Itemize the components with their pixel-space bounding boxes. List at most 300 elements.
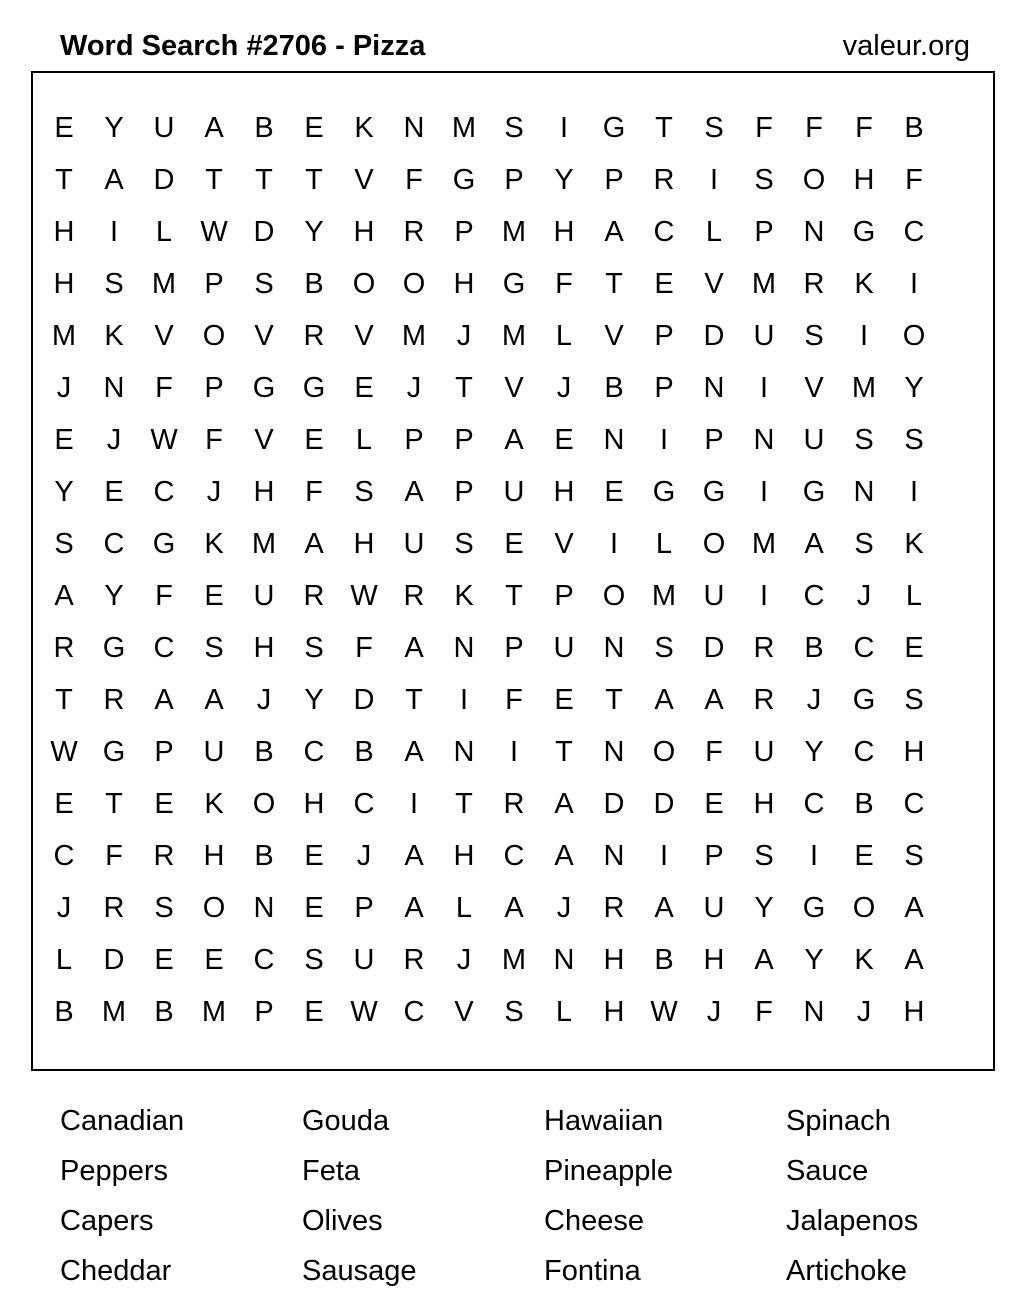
grid-cell: C: [153, 632, 175, 664]
grid-cell: E: [504, 528, 524, 560]
grid-cell: Y: [804, 736, 824, 768]
grid-cell: O: [252, 788, 276, 820]
grid-cell: T: [55, 164, 73, 196]
grid-cell: S: [304, 632, 324, 664]
grid-cell: F: [505, 684, 523, 716]
grid-cell: J: [106, 424, 122, 456]
grid-cell: C: [803, 580, 825, 612]
grid-cell: B: [904, 112, 924, 144]
grid-cell: T: [455, 372, 473, 404]
grid-cell: C: [853, 632, 875, 664]
grid-cell: H: [253, 476, 275, 508]
grid-cell: P: [154, 736, 174, 768]
word-list-item: Spinach: [786, 1105, 891, 1137]
grid-cell: O: [602, 580, 626, 612]
grid-cell: A: [404, 840, 424, 872]
grid-cell: A: [654, 684, 674, 716]
grid-cell: G: [502, 268, 526, 300]
grid-cell: R: [753, 684, 775, 716]
grid-cell: C: [903, 216, 925, 248]
grid-cell: A: [204, 112, 224, 144]
grid-cell: I: [109, 216, 119, 248]
grid-cell: P: [554, 580, 574, 612]
grid-cell: C: [253, 944, 275, 976]
grid-cell: R: [153, 840, 175, 872]
grid-cell: C: [53, 840, 75, 872]
grid-cell: S: [904, 684, 924, 716]
grid-cell: I: [809, 840, 819, 872]
grid-cell: O: [202, 320, 226, 352]
grid-cell: F: [405, 164, 423, 196]
grid-cell: N: [403, 112, 425, 144]
grid-cell: G: [102, 736, 126, 768]
word-list: [60, 1096, 1000, 1296]
grid-cell: I: [409, 788, 419, 820]
grid-cell: V: [254, 320, 274, 352]
grid-cell: O: [852, 892, 876, 924]
grid-cell: N: [253, 892, 275, 924]
grid-cell: F: [755, 996, 773, 1028]
grid-cell: D: [653, 788, 675, 820]
word-list-item: Hawaiian: [544, 1105, 664, 1137]
grid-cell: R: [403, 944, 425, 976]
grid-cell: G: [302, 372, 326, 404]
grid-cell: H: [553, 216, 575, 248]
grid-cell: S: [454, 528, 474, 560]
grid-cell: C: [903, 788, 925, 820]
grid-cell: Y: [304, 216, 324, 248]
grid-cell: D: [703, 632, 725, 664]
grid-cell: H: [453, 268, 475, 300]
grid-cell: A: [404, 892, 424, 924]
grid-cell: I: [659, 424, 669, 456]
grid-cell: S: [54, 528, 74, 560]
grid-cell: S: [854, 528, 874, 560]
grid-cell: M: [501, 216, 527, 248]
grid-cell: G: [702, 476, 726, 508]
grid-cell: R: [403, 580, 425, 612]
grid-cell: H: [703, 944, 725, 976]
grid-cell: L: [455, 892, 473, 924]
grid-cell: I: [659, 840, 669, 872]
grid-cell: N: [103, 372, 125, 404]
grid-cell: T: [105, 788, 123, 820]
grid-cell: R: [53, 632, 75, 664]
grid-cell: E: [204, 580, 224, 612]
grid-cell: L: [655, 528, 673, 560]
grid-cell: U: [153, 112, 175, 144]
grid-cell: C: [153, 476, 175, 508]
grid-cell: S: [754, 840, 774, 872]
grid-cell: N: [453, 736, 475, 768]
grid-cell: A: [304, 528, 324, 560]
grid-cell: A: [104, 164, 124, 196]
grid-cell: E: [304, 424, 324, 456]
grid-cell: S: [304, 944, 324, 976]
word-list-item: Fontina: [544, 1255, 641, 1287]
grid-cell: A: [554, 788, 574, 820]
grid-cell: M: [851, 372, 877, 404]
grid-cell: F: [355, 632, 373, 664]
grid-cell: B: [54, 996, 74, 1028]
grid-cell: E: [154, 788, 174, 820]
grid-cell: R: [403, 216, 425, 248]
grid-cell: J: [806, 684, 822, 716]
word-list-item: Feta: [302, 1155, 361, 1187]
grid-cell: I: [509, 736, 519, 768]
grid-cell: F: [555, 268, 573, 300]
grid-cell: P: [454, 216, 474, 248]
grid-cell: J: [206, 476, 222, 508]
grid-cell: M: [451, 112, 477, 144]
grid-cell: W: [200, 216, 228, 248]
grid-cell: F: [305, 476, 323, 508]
grid-cell: V: [604, 320, 624, 352]
grid-cell: N: [803, 216, 825, 248]
grid-cell: V: [504, 372, 524, 404]
grid-cell: O: [202, 892, 226, 924]
grid-cell: S: [854, 424, 874, 456]
grid-cell: M: [151, 268, 177, 300]
word-list-item: Sausage: [302, 1255, 417, 1287]
grid-cell: T: [305, 164, 323, 196]
grid-cell: G: [602, 112, 626, 144]
grid-cell: V: [804, 372, 824, 404]
grid-cell: P: [704, 840, 724, 872]
grid-cell: E: [654, 268, 674, 300]
grid-cell: W: [50, 736, 78, 768]
grid-cell: S: [904, 840, 924, 872]
grid-cell: N: [603, 632, 625, 664]
grid-cell: E: [54, 788, 74, 820]
grid-cell: D: [353, 684, 375, 716]
grid-cell: P: [604, 164, 624, 196]
grid-cell: Y: [554, 164, 574, 196]
grid-cell: M: [201, 996, 227, 1028]
grid-cell: L: [555, 320, 573, 352]
grid-cell: L: [555, 996, 573, 1028]
grid-cell: V: [154, 320, 174, 352]
grid-cell: V: [704, 268, 724, 300]
grid-cell: N: [453, 632, 475, 664]
grid-cell: H: [303, 788, 325, 820]
grid-cell: I: [459, 684, 469, 716]
grid-cell: A: [404, 476, 424, 508]
grid-cell: T: [205, 164, 223, 196]
grid-cell: R: [103, 684, 125, 716]
grid-cell: S: [254, 268, 274, 300]
grid-cell: E: [54, 112, 74, 144]
word-list-item: Capers: [60, 1205, 154, 1237]
grid-cell: U: [353, 944, 375, 976]
grid-cell: J: [56, 892, 72, 924]
grid-cell: M: [751, 528, 777, 560]
grid-cell: E: [304, 996, 324, 1028]
grid-cell: J: [356, 840, 372, 872]
grid-cell: H: [203, 840, 225, 872]
grid-cell: I: [759, 476, 769, 508]
grid-cell: C: [853, 736, 875, 768]
grid-cell: I: [859, 320, 869, 352]
grid-cell: U: [753, 736, 775, 768]
grid-cell: E: [304, 840, 324, 872]
grid-cell: F: [105, 840, 123, 872]
grid-cell: B: [804, 632, 824, 664]
grid-cell: A: [154, 684, 174, 716]
grid-cell: A: [404, 632, 424, 664]
grid-cell: H: [353, 528, 375, 560]
grid-cell: F: [155, 372, 173, 404]
grid-cell: R: [753, 632, 775, 664]
grid-cell: L: [905, 580, 923, 612]
grid-cell: H: [753, 788, 775, 820]
grid-cell: N: [753, 424, 775, 456]
grid-cell: J: [256, 684, 272, 716]
grid-cell: T: [655, 112, 673, 144]
grid-cell: E: [554, 684, 574, 716]
grid-cell: H: [453, 840, 475, 872]
grid-cell: G: [252, 372, 276, 404]
grid-cell: E: [604, 476, 624, 508]
grid-cell: A: [904, 892, 924, 924]
grid-cell: J: [56, 372, 72, 404]
grid-cell: G: [152, 528, 176, 560]
grid-cell: J: [456, 944, 472, 976]
grid-cell: U: [703, 580, 725, 612]
grid-cell: H: [603, 944, 625, 976]
grid-cell: T: [505, 580, 523, 612]
grid-cell: E: [304, 892, 324, 924]
grid-cell: D: [253, 216, 275, 248]
grid-cell: P: [454, 424, 474, 456]
grid-cell: P: [754, 216, 774, 248]
grid-cell: D: [703, 320, 725, 352]
grid-cell: W: [350, 996, 378, 1028]
grid-cell: U: [403, 528, 425, 560]
grid-cell: N: [853, 476, 875, 508]
grid-cell: A: [504, 892, 524, 924]
grid-cell: F: [705, 736, 723, 768]
grid-cell: G: [852, 216, 876, 248]
word-list-item: Gouda: [302, 1105, 390, 1137]
grid-cell: S: [504, 996, 524, 1028]
grid-cell: H: [853, 164, 875, 196]
grid-cell: E: [54, 424, 74, 456]
grid-cell: M: [101, 996, 127, 1028]
grid-cell: W: [350, 580, 378, 612]
grid-cell: A: [54, 580, 74, 612]
grid-cell: A: [404, 736, 424, 768]
word-list-item: Sauce: [786, 1155, 869, 1187]
grid-cell: P: [254, 996, 274, 1028]
grid-cell: E: [554, 424, 574, 456]
grid-cell: S: [754, 164, 774, 196]
grid-cell: H: [903, 736, 925, 768]
grid-cell: N: [603, 736, 625, 768]
grid-cell: H: [253, 632, 275, 664]
grid-cell: V: [354, 320, 374, 352]
grid-cell: P: [204, 372, 224, 404]
grid-cell: A: [754, 944, 774, 976]
grid-cell: P: [704, 424, 724, 456]
grid-cell: I: [909, 476, 919, 508]
grid-cell: F: [755, 112, 773, 144]
grid-cell: L: [705, 216, 723, 248]
grid-cell: R: [653, 164, 675, 196]
grid-cell: S: [804, 320, 824, 352]
grid-cell: S: [154, 892, 174, 924]
grid-cell: C: [103, 528, 125, 560]
grid-cell: U: [753, 320, 775, 352]
grid-cell: K: [204, 528, 224, 560]
grid-cell: N: [553, 944, 575, 976]
grid-cell: U: [703, 892, 725, 924]
grid-cell: H: [353, 216, 375, 248]
grid-cell: E: [854, 840, 874, 872]
grid-cell: E: [704, 788, 724, 820]
grid-cell: W: [650, 996, 678, 1028]
grid-cell: Y: [904, 372, 924, 404]
grid-cell: O: [652, 736, 676, 768]
grid-cell: G: [452, 164, 476, 196]
grid-cell: P: [504, 164, 524, 196]
grid-cell: J: [856, 996, 872, 1028]
grid-cell: V: [554, 528, 574, 560]
grid-cell: K: [904, 528, 924, 560]
grid-cell: O: [702, 528, 726, 560]
grid-cell: V: [254, 424, 274, 456]
grid-cell: A: [204, 684, 224, 716]
grid-cell: J: [406, 372, 422, 404]
grid-cell: G: [852, 684, 876, 716]
grid-cell: Y: [804, 944, 824, 976]
grid-cell: E: [204, 944, 224, 976]
grid-cell: Y: [754, 892, 774, 924]
grid-cell: M: [501, 944, 527, 976]
word-list-item: Cheese: [544, 1205, 644, 1237]
grid-cell: S: [504, 112, 524, 144]
grid-cell: S: [204, 632, 224, 664]
grid-cell: Y: [304, 684, 324, 716]
grid-cell: M: [651, 580, 677, 612]
grid-cell: R: [803, 268, 825, 300]
grid-cell: T: [255, 164, 273, 196]
grid-cell: E: [104, 476, 124, 508]
grid-cell: A: [504, 424, 524, 456]
grid-cell: C: [403, 996, 425, 1028]
letter-grid: [39, 102, 985, 1038]
grid-cell: C: [353, 788, 375, 820]
grid-cell: D: [103, 944, 125, 976]
page-title: Word Search #2706 - Pizza: [60, 30, 426, 62]
grid-cell: A: [904, 944, 924, 976]
grid-cell: F: [805, 112, 823, 144]
grid-cell: N: [603, 840, 625, 872]
grid-cell: H: [53, 216, 75, 248]
grid-cell: R: [503, 788, 525, 820]
grid-cell: E: [304, 112, 324, 144]
grid-cell: Y: [104, 112, 124, 144]
grid-cell: R: [603, 892, 625, 924]
grid-cell: R: [303, 580, 325, 612]
grid-cell: G: [802, 476, 826, 508]
grid-cell: D: [603, 788, 625, 820]
grid-cell: J: [556, 372, 572, 404]
grid-cell: B: [254, 840, 274, 872]
grid-cell: P: [454, 476, 474, 508]
grid-cell: A: [704, 684, 724, 716]
grid-cell: M: [251, 528, 277, 560]
site-name: valeur.org: [842, 30, 970, 62]
word-list-item: Canadian: [60, 1105, 185, 1137]
grid-cell: B: [254, 112, 274, 144]
grid-cell: Y: [54, 476, 74, 508]
grid-cell: L: [355, 424, 373, 456]
grid-cell: V: [354, 164, 374, 196]
grid-cell: B: [354, 736, 374, 768]
grid-cell: P: [204, 268, 224, 300]
grid-cell: C: [653, 216, 675, 248]
grid-cell: Y: [104, 580, 124, 612]
grid-cell: H: [603, 996, 625, 1028]
grid-cell: B: [654, 944, 674, 976]
grid-cell: A: [554, 840, 574, 872]
grid-cell: K: [454, 580, 474, 612]
grid-cell: F: [855, 112, 873, 144]
grid-cell: H: [553, 476, 575, 508]
grid-cell: I: [709, 164, 719, 196]
grid-cell: K: [354, 112, 374, 144]
grid-cell: U: [253, 580, 275, 612]
grid-cell: L: [55, 944, 73, 976]
grid-cell: E: [154, 944, 174, 976]
grid-cell: W: [150, 424, 178, 456]
grid-cell: E: [904, 632, 924, 664]
grid-cell: A: [654, 892, 674, 924]
grid-cell: U: [203, 736, 225, 768]
grid-cell: P: [654, 372, 674, 404]
grid-cell: I: [609, 528, 619, 560]
grid-cell: K: [854, 944, 874, 976]
grid-cell: I: [559, 112, 569, 144]
grid-cell: A: [804, 528, 824, 560]
grid-cell: P: [404, 424, 424, 456]
grid-cell: H: [53, 268, 75, 300]
grid-cell: E: [354, 372, 374, 404]
grid-cell: C: [303, 736, 325, 768]
grid-cell: U: [553, 632, 575, 664]
grid-cell: I: [909, 268, 919, 300]
grid-cell: S: [354, 476, 374, 508]
grid-cell: C: [803, 788, 825, 820]
grid-cell: P: [654, 320, 674, 352]
grid-cell: O: [902, 320, 926, 352]
grid-cell: R: [103, 892, 125, 924]
grid-cell: G: [652, 476, 676, 508]
grid-cell: S: [904, 424, 924, 456]
grid-cell: U: [803, 424, 825, 456]
grid-cell: J: [706, 996, 722, 1028]
grid-cell: O: [352, 268, 376, 300]
grid-cell: D: [153, 164, 175, 196]
grid-cell: T: [605, 268, 623, 300]
grid-cell: T: [555, 736, 573, 768]
grid-cell: T: [455, 788, 473, 820]
grid-cell: R: [303, 320, 325, 352]
grid-cell: J: [456, 320, 472, 352]
grid-cell: H: [903, 996, 925, 1028]
grid-cell: T: [405, 684, 423, 716]
